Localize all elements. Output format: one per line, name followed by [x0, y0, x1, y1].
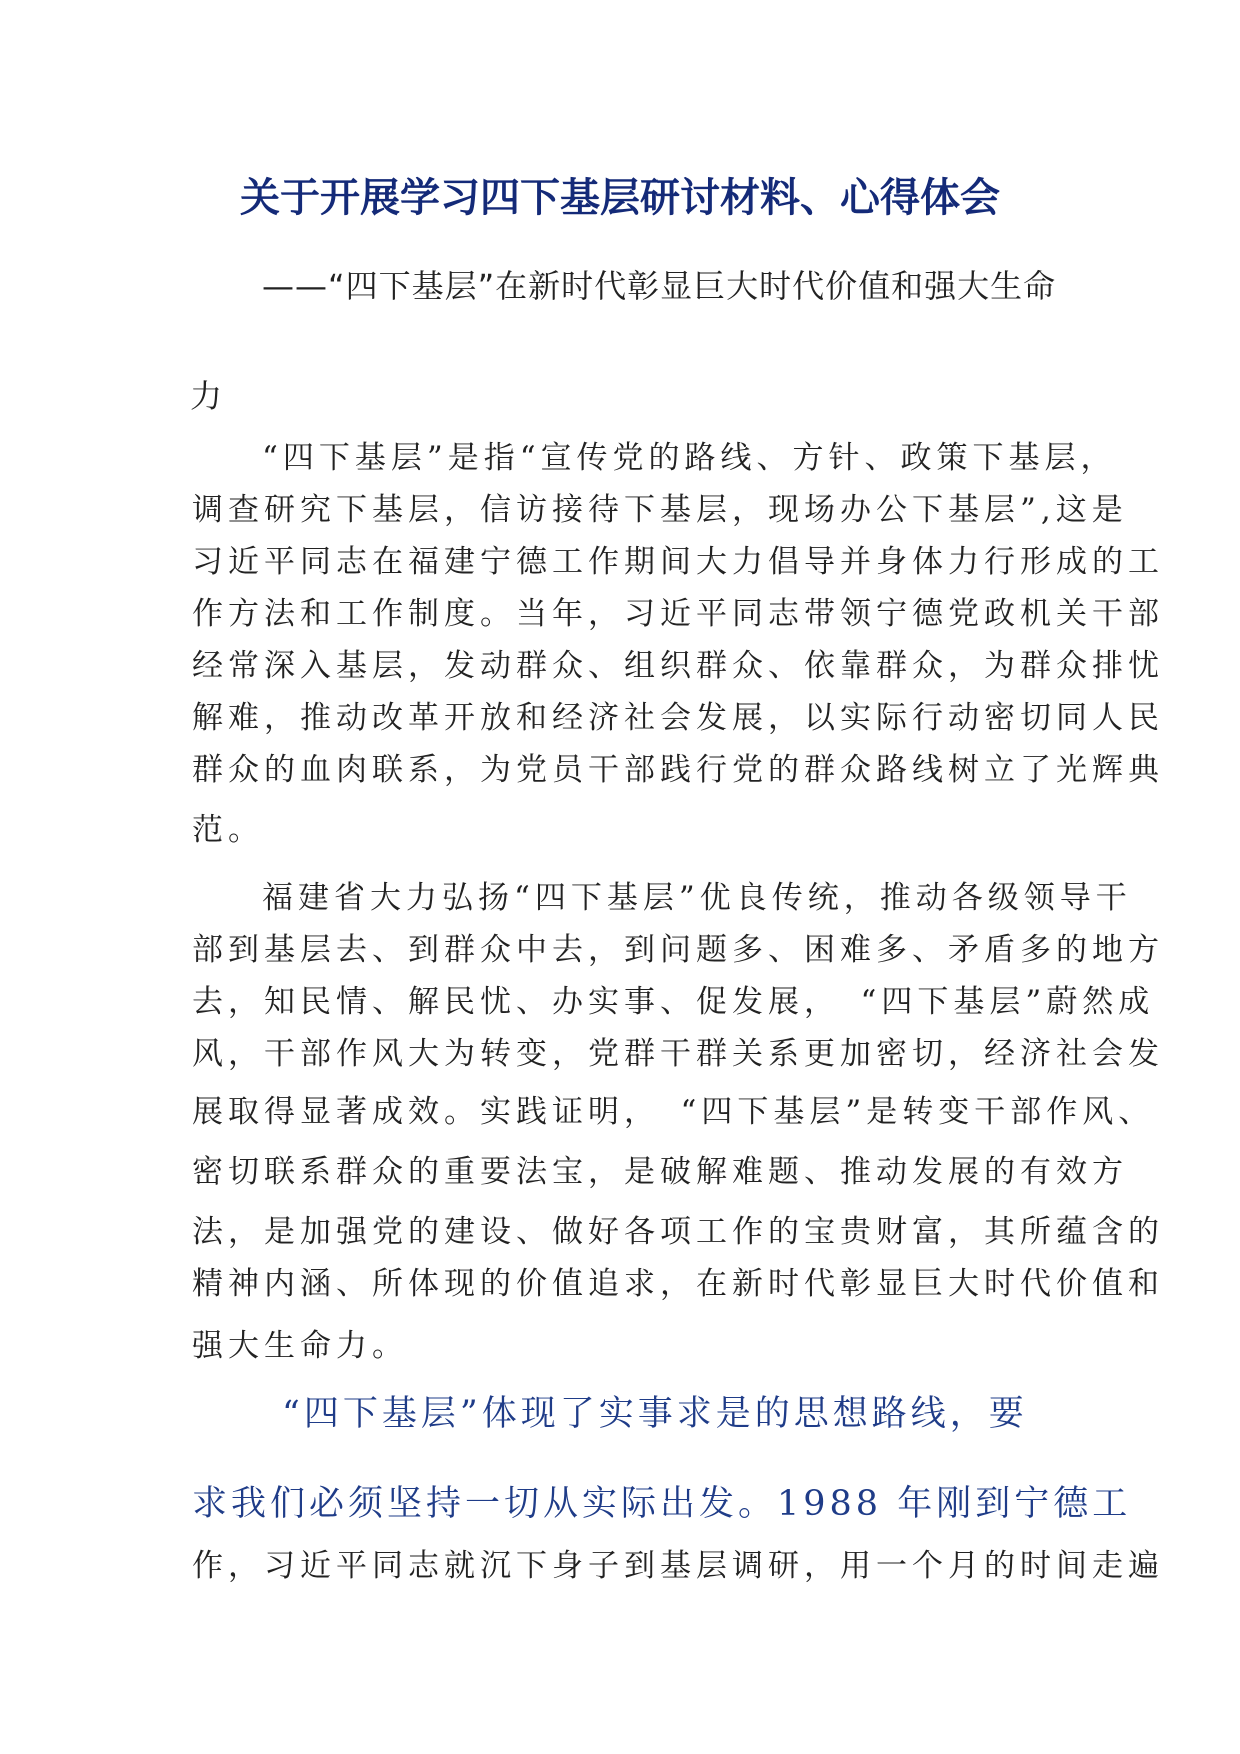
subtitle-line-2: 力: [190, 377, 224, 415]
paragraph-1-line-8: 范。: [192, 812, 264, 848]
paragraph-1-line-6: 解难，推动改革开放和经济社会发展，以实际行动密切同人民: [192, 700, 1164, 736]
paragraph-2-line-9: 强大生命力。: [192, 1328, 408, 1364]
paragraph-2-line-6: 密切联系群众的重要法宝，是破解难题、推动发展的有效方: [192, 1154, 1128, 1190]
paragraph-1-line-1: “四下基层”是指“宣传党的路线、方针、政策下基层，: [262, 440, 1117, 476]
paragraph-1-line-5: 经常深入基层，发动群众、组织群众、依靠群众，为群众排忧: [192, 648, 1164, 684]
highlight-line-1: “四下基层”体现了实事求是的思想路线，要: [282, 1394, 1028, 1434]
paragraph-2-line-4: 风，干部作风大为转变，党群干群关系更加密切，经济社会发: [192, 1036, 1164, 1072]
paragraph-1-line-7: 群众的血肉联系，为党员干部践行党的群众路线树立了光辉典: [192, 752, 1164, 788]
highlight-line-3: 作，习近平同志就沉下身子到基层调研，用一个月的时间走遍: [192, 1548, 1164, 1584]
document-title: 关于开展学习四下基层研讨材料、心得体会: [240, 175, 1000, 221]
paragraph-2-line-3: 去，知民情、解民忧、办实事、促发展， “四下基层”蔚然成: [192, 984, 1155, 1020]
highlight-line-2: 求我们必须坚持一切从实际出发。1988 年刚到宁德工: [192, 1484, 1132, 1524]
paragraph-1-line-2: 调查研究下基层，信访接待下基层，现场办公下基层”,这是: [192, 492, 1128, 528]
paragraph-1-line-3: 习近平同志在福建宁德工作期间大力倡导并身体力行形成的工: [192, 544, 1164, 580]
paragraph-2-line-7: 法，是加强党的建设、做好各项工作的宝贵财富，其所蕴含的: [192, 1214, 1164, 1250]
paragraph-2-line-8: 精神内涵、所体现的价值追求，在新时代彰显巨大时代价值和: [192, 1266, 1164, 1302]
paragraph-2-line-2: 部到基层去、到群众中去，到问题多、困难多、矛盾多的地方: [192, 932, 1164, 968]
paragraph-1-line-4: 作方法和工作制度。当年，习近平同志带领宁德党政机关干部: [192, 596, 1164, 632]
paragraph-2-line-5: 展取得显著成效。实践证明， “四下基层”是转变干部作风、: [192, 1094, 1155, 1130]
paragraph-2-line-1: 福建省大力弘扬“四下基层”优良传统，推动各级领导干: [262, 880, 1132, 916]
subtitle-line-1: ——“四下基层”在新时代彰显巨大时代价值和强大生命: [262, 267, 1057, 305]
